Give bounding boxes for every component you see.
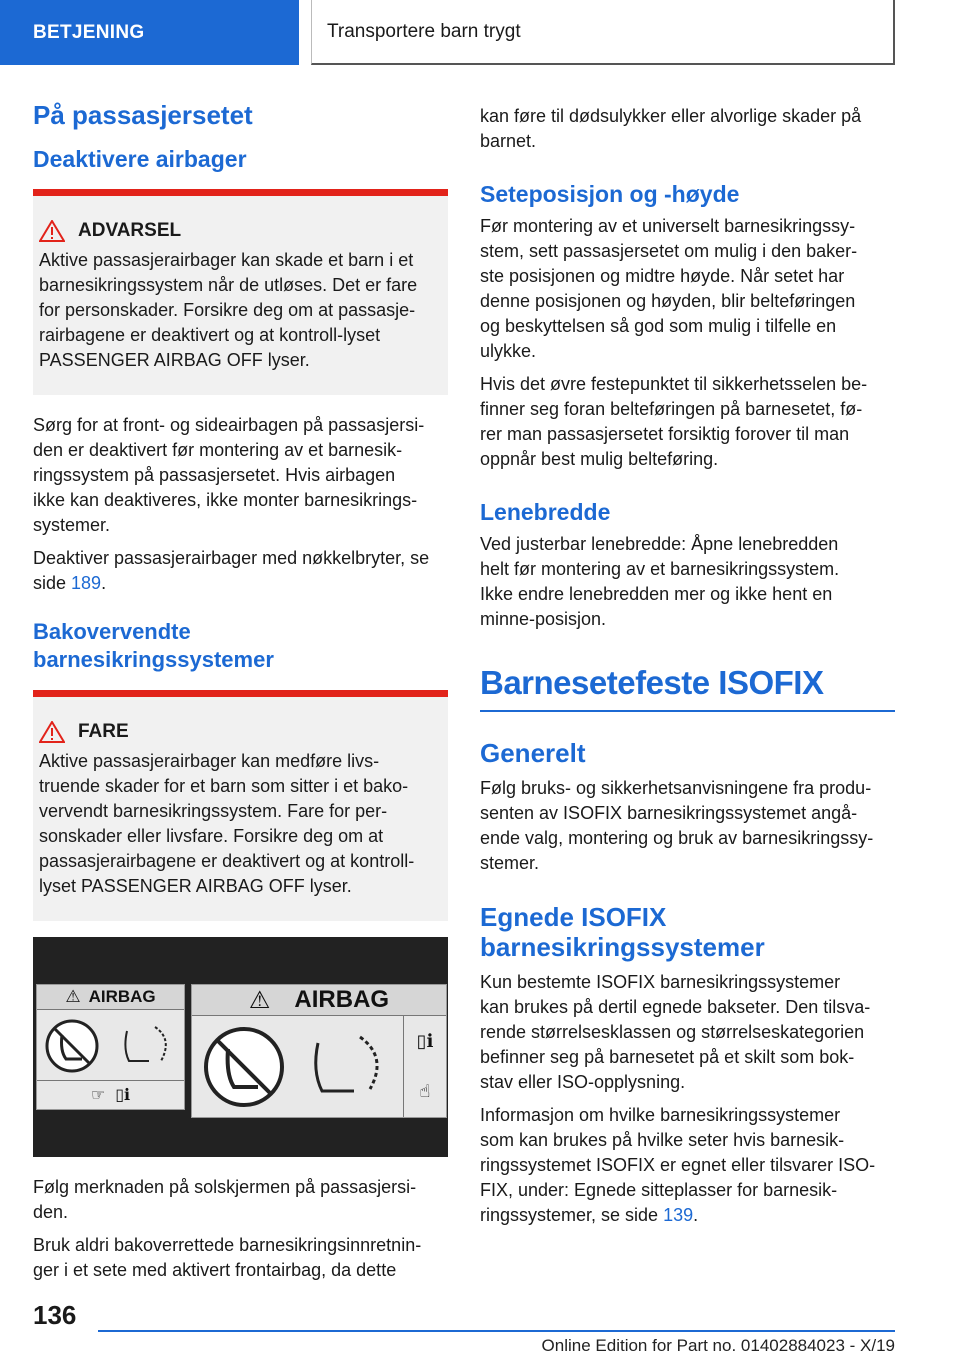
line: oppnår best mulig belteføring. [480, 449, 719, 469]
no-child-seat-icon [198, 1023, 292, 1111]
line: lyset PASSENGER AIRBAG OFF lyser. [39, 876, 352, 896]
large-airbag-label [191, 984, 447, 1118]
line: ste posisjonen og midtre høyde. Når setet har [480, 266, 845, 286]
edition-text: Online Edition for Part no. 01402884023 - X/19 [541, 1336, 895, 1355]
line: systemer. [33, 515, 111, 535]
line: Hvis det øvre festepunktet til sikkerhetsselen be- [480, 374, 868, 394]
line: senten av ISOFIX barnesikringssystemet angå- [480, 803, 858, 823]
paragraph [480, 532, 895, 632]
line: kan brukes på dertil egnede bakseter. Den tilsva- [480, 997, 871, 1017]
seat-airbag-icon [115, 1017, 179, 1075]
line: FIX, under: Egnede sitteplasser for barnesik- [480, 1180, 838, 1200]
paragraph [33, 413, 448, 538]
line: ende valg, montering og bruk av barnesikringssy- [480, 828, 874, 848]
paragraph [480, 214, 895, 364]
heading-suitable-isofix [480, 902, 895, 962]
paragraph [33, 1175, 448, 1225]
label-text: AIRBAG [88, 987, 156, 1006]
line: stemer. [480, 853, 540, 873]
line: Før montering av et universelt barnesikringssy- [480, 216, 856, 236]
heading-rear-facing [33, 618, 448, 674]
paragraph [480, 1103, 895, 1228]
line: Aktive passasjerairbager kan skade et barn i et [39, 250, 414, 270]
manual-info-icon: ▯ℹ [115, 1087, 131, 1104]
line: side [33, 573, 72, 593]
line: for personskader. Forsikre deg om at passasje- [39, 300, 416, 320]
line: rende størrelsesklassen og størrelseskategorien [480, 1022, 865, 1042]
paragraph [33, 546, 448, 596]
line: helt før montering av et barnesikringssystem. [480, 559, 840, 579]
chapter-label: Transportere barn trygt [327, 20, 521, 42]
manual-info-icon: ▯ℹ [416, 1030, 434, 1051]
hand-pointer-icon: ☝ [419, 1081, 431, 1102]
line: Ikke endre lenebredden mer og ikke hent en [480, 584, 833, 604]
warning-triangle-icon [39, 220, 65, 242]
heading-deactivate-airbags: Deaktivere airbager [33, 146, 247, 172]
line: Følg bruks- og sikkerhetsanvisningene fra produ- [480, 778, 872, 798]
line: PASSENGER AIRBAG OFF lyser. [39, 350, 310, 370]
line: finner seg foran belteføringen på barnesetet, fø- [480, 399, 863, 419]
line: barnesikringssystem når de utløses. Det er fare [39, 275, 418, 295]
airbag-label-figure [33, 937, 448, 1157]
page-number: 136 [33, 1300, 77, 1330]
warning-title: FARE [78, 721, 129, 742]
line: Følg merknaden på solskjermen på passasjersi- [33, 1177, 417, 1197]
heading-line: Egnede ISOFIX [480, 902, 667, 932]
line: truende skader for et barn som sitter i et bako- [39, 776, 409, 796]
info-icons-column [403, 1016, 446, 1117]
paragraph [480, 104, 895, 154]
line: Informasjon om hvilke barnesikringssystemer [480, 1105, 841, 1125]
punct: . [101, 573, 107, 593]
left-column [33, 100, 448, 1291]
line: befinner seg på barnesetet på et skilt som bok- [480, 1047, 855, 1067]
page-link-189[interactable]: 189 [71, 573, 102, 593]
line: ringssystemer, se side [480, 1205, 664, 1225]
heading-seat-position: Seteposisjon og -høyde [480, 181, 740, 207]
line: vervendt barnesikringssystem. Fare for per- [39, 801, 388, 821]
punct: . [693, 1205, 699, 1225]
page-link-139[interactable]: 139 [663, 1205, 694, 1225]
hand-pointer-icon: ☞ [90, 1087, 106, 1104]
line: Bruk aldri bakoverrettede barnesikringsinnretnin- [33, 1235, 422, 1255]
line: stav eller ISO-opplysning. [480, 1072, 686, 1092]
warning-triangle-icon: ⚠ [65, 987, 81, 1006]
heading-isofix: Barnesetefeste ISOFIX [480, 664, 895, 712]
line: rer man passasjersetet forsiktig forover til man [480, 424, 850, 444]
line: stem, sett passasjersetet om mulig i den baker- [480, 241, 858, 261]
line: barnet. [480, 131, 537, 151]
line: ringssystemet ISOFIX er egnet eller tilsvarer ISO- [480, 1155, 876, 1175]
line: denne posisjonen og høyden, blir belteføringen [480, 291, 856, 311]
warning-text [39, 749, 440, 899]
line: ringssystem på passasjersetet. Hvis airbagen [33, 465, 396, 485]
warning-triangle-icon: ⚠ [248, 986, 271, 1014]
line: Ved justerbar lenebredde: Åpne lenebredden [480, 534, 839, 554]
line: Sørg for at front- og sideairbagen på passasjersi- [33, 415, 425, 435]
warning-box-advarsel [33, 189, 448, 395]
line: som kan brukes på hvilke seter hvis barnesik- [480, 1130, 845, 1150]
label-text: AIRBAG [294, 986, 390, 1013]
section-label: BETJENING [33, 21, 145, 43]
info-icons-row [37, 1080, 184, 1109]
line: Aktive passasjerairbager kan medføre livs- [39, 751, 380, 771]
small-airbag-label [36, 984, 185, 1110]
warning-triangle-icon [39, 721, 65, 743]
heading-line: barnesikringssystemer [480, 932, 765, 962]
heading-line: barnesikringssystemer [33, 647, 274, 672]
line: den er deaktivert før montering av et barnesik- [33, 440, 403, 460]
line: Kun bestemte ISOFIX barnesikringssystemer [480, 972, 841, 992]
line: ulykke. [480, 341, 537, 361]
paragraph [480, 970, 895, 1095]
line: minne-posisjon. [480, 609, 607, 629]
paragraph [480, 372, 895, 472]
line: Deaktiver passasjerairbager med nøkkelbryter, se [33, 548, 430, 568]
line: kan føre til dødsulykker eller alvorlige skader på [480, 106, 862, 126]
heading-line: Bakovervendte [33, 619, 191, 644]
line: sonskader eller livsfare. Forsikre deg om at [39, 826, 384, 846]
line: ger i et sete med aktivert frontairbag, da dette [33, 1260, 397, 1280]
heading-general: Generelt [480, 738, 586, 768]
footer-divider [98, 1330, 895, 1332]
paragraph [480, 776, 895, 876]
line: og beskyttelsen så god som mulig i tilfelle en [480, 316, 837, 336]
warning-box-fare [33, 690, 448, 921]
line: rairbagene er deaktivert og at kontroll-lyset [39, 325, 381, 345]
warning-title: ADVARSEL [78, 220, 182, 241]
right-column [480, 104, 895, 1236]
no-child-seat-icon [42, 1017, 106, 1075]
line: den. [33, 1202, 69, 1222]
seat-airbag-icon [300, 1025, 396, 1109]
heading-passenger-seat: På passasjersetet [33, 100, 253, 130]
chapter-tab [311, 0, 895, 65]
line: passasjerairbagene er deaktivert og at kontroll- [39, 851, 415, 871]
paragraph [33, 1233, 448, 1283]
line: ikke kan deaktiveres, ikke monter barnesikrings- [33, 490, 418, 510]
heading-backrest-width: Lenebredde [480, 499, 611, 525]
warning-text [39, 248, 440, 373]
section-tab [0, 0, 299, 65]
